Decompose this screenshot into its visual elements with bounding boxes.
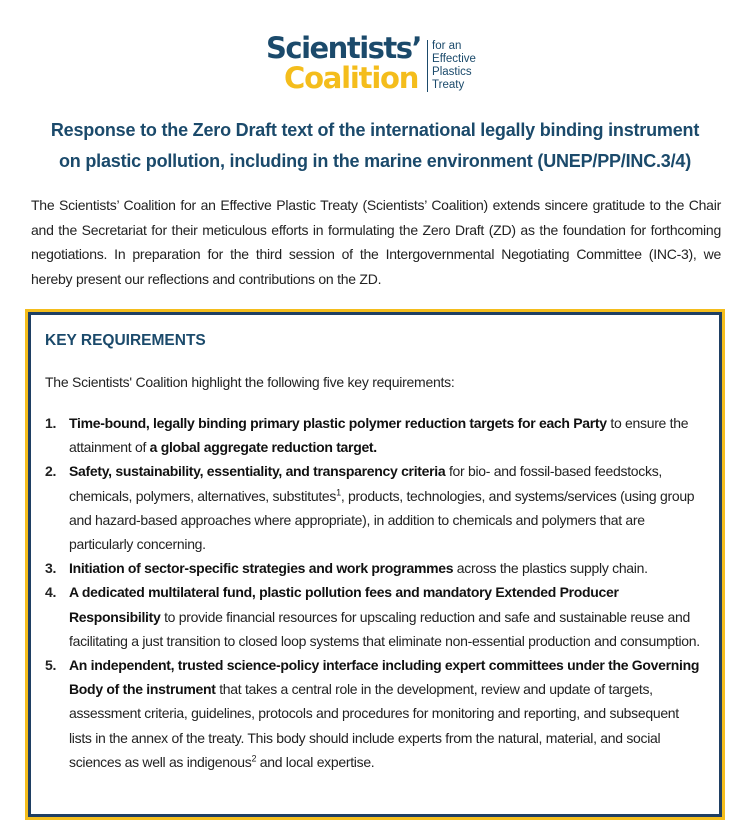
requirement-item-2 [45,459,705,556]
document-title [20,115,730,177]
requirement-item-3 [45,556,705,580]
requirement-text: , products, technologies, and systems/services (using group and hazard-based approaches where appropriate), in addition to chemicals and polymers that are particularly concerning. [69,487,695,553]
requirement-text: to ensure the attainment of [69,415,689,456]
title-line-2: on plastic pollution, including in the marine environment (UNEP/PP/INC.3/4) [58,151,692,171]
requirement-item-4 [45,580,705,653]
footnote-ref-1[interactable]: 1 [336,486,341,497]
requirement-bold: Time-bound, legally binding primary plastic polymer reduction targets for each Party [69,415,607,431]
requirement-number: 4. [45,584,57,601]
requirement-item-1 [45,411,705,459]
logo-tagline-line: for an [432,40,462,52]
requirement-text: across the plastics supply chain. [453,560,648,577]
logo-tagline-line: Effective [432,53,476,65]
requirement-number: 3. [45,560,57,577]
requirement-number: 1. [45,415,57,431]
requirement-bold: Safety, sustainability, essentiality, and transparency criteria [69,463,446,480]
intro-paragraph: The Scientists’ Coalition for an Effective Plastic Treaty (Scientists’ Coalition) extends sincere gratitude to the Chair and the Secretariat for their meticulous efforts in formulating the Zero Draft (ZD) as the foundation for forthcoming negotiations. In preparation for the third session of the Intergovernmental Negotiating Committee (INC-3), we hereby present our reflections and contributions on the ZD. [31,197,721,287]
logo-tagline-line: Treaty [432,79,465,91]
logo-tagline-line: Plastics [432,66,472,78]
requirement-text: for bio- and fossil-based feedstocks, chemicals, polymers, alternatives, substitutes [69,463,662,504]
requirement-text: and local expertise. [256,753,375,770]
requirement-bold: A dedicated multilateral fund, plastic pollution fees and mandatory Extended Producer Responsibility [69,584,619,625]
footnote-ref-2[interactable]: 2 [251,753,257,764]
logo-word-coalition: Coalition [284,61,419,95]
requirement-number: 5. [45,657,57,674]
title-line-1: Response to the Zero Draft text of the international legally binding instrument [50,120,700,140]
logo-word-scientists: Scientists’ [266,31,422,65]
requirement-bold: a global aggregate reduction target. [149,439,377,456]
key-requirements-box [25,309,725,820]
key-requirements-inner-border [28,312,722,817]
scientists-coalition-logo [266,31,476,95]
requirement-bold: Initiation of sector-specific strategies and work programmes [69,560,454,577]
requirement-number: 2. [45,463,57,480]
logo-wordmark [266,31,422,95]
requirement-bold: An independent, trusted science-policy interface including expert committees under the Governing Body of the instrument [69,657,700,698]
key-requirements-list [45,411,705,774]
requirement-text: to provide financial resources for upscaling reduction and safe and sustainable reuse and facilitating a just transition to closed loop systems that eliminate non-essential production and consumption. [69,608,700,649]
logo-tagline [427,40,476,92]
requirement-text: that takes a central role in the development, review and update of targets, assessment criteria, guidelines, protocols and procedures for monitoring and reporting, and subsequent lists in the annex of the treaty. This body should include experts from the natural, material, and social sciences as well as indigenous [69,681,679,770]
key-requirements-lead: The Scientists' Coalition highlight the following five key requirements: [45,374,455,390]
key-requirements-heading: KEY REQUIREMENTS [45,332,206,349]
requirement-item-5 [45,653,705,774]
